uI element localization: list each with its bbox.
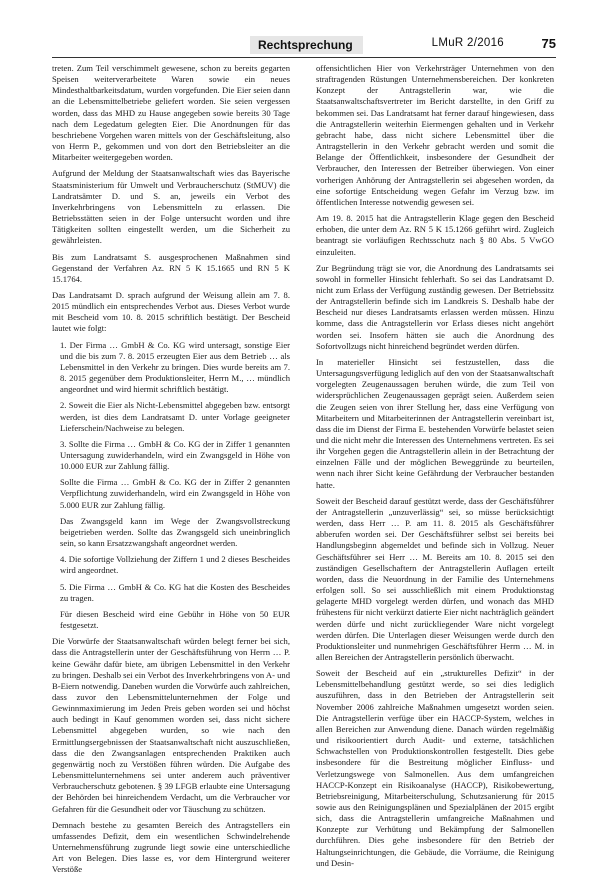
order-item: Für diesen Bescheid wird eine Gebühr in Höhe von 50 EUR festgesetzt. — [60, 608, 290, 631]
paragraph: Bis zum Landratsamt S. ausgesprochenen Maßnahmen sind Gegenstand der Verfahren Az. RN 5 K 15.1665 und RN 5 K 15.1764. — [52, 251, 290, 284]
paragraph: Demnach bestehe zu gesamten Bereich des Antragstellers ein umfassendes Defizit, dem ein wesentlichen Schwindelrehende Unternehmensführung zugrunde liegt sowie eine unterschiedliche Art von Belegen. Dies lasse es, vor dem Hintergrund weiterer Verstöße — [52, 819, 290, 875]
paragraph: In materieller Hinsicht sei festzustellen, dass die Untersagungsverfügung lediglich auf den von der Staatsanwaltschaft vorgelegten Zeugenaussagen beruhen würde, die zum Teil von widersprüchlichen Zeugenaussagen geprägt seien. Außerdem seien die Zeugen seien von ihrer Stellung her, dass eine Verfügung von Mitarbeitern und Mitarbeiterinnen der Antragstellerin vereinbart ist, dass die im Dienst der Firma E. bestehenden Vorwürfe belastet seien und die nicht mehr die Interessen des Unternehmens vertreten. Es sei ihr Vorgehen gegen die Antragstellerin allein in der Betrachtung der einzelnen Fälle und der möglichen Beweggründe zu beurteilen, wenn nach ihrer Sicht keine Gefährdung der Verbraucher bestanden hatte. — [316, 356, 554, 490]
order-item: 4. Die sofortige Vollziehung der Ziffern 1 und 2 dieses Bescheides wird angeordnet. — [60, 554, 290, 576]
left-column — [52, 63, 290, 875]
paragraph: Das Landratsamt D. sprach aufgrund der Weisung allein am 7. 8. 2015 mündlich ein entsprechendes Verbot aus. Dieses Verbot wurde mit Bescheid vom 10. 8. 2015 schriftlich bestätigt. Der Bescheid lautet wie folgt: — [52, 289, 290, 334]
header-rule — [52, 57, 556, 58]
order-item: 1. Der Firma … GmbH & Co. KG wird untersagt, sonstige Eier und die bis zum 7. 8. 2015 erzeugten Eier aus dem Betrieb … als Lebensmittel in den Verkehr zu bringen. Dies wurde bereits am 7. 8. 2015 gegenüber dem Produktionsleiter, Herrn M., … mündlich angeordnet und wird hiermit schriftlich bestätigt. — [60, 339, 290, 395]
section-title: Rechtsprechung — [250, 36, 363, 54]
order-item: Sollte die Firma … GmbH & Co. KG der in Ziffer 2 genannten Verpflichtung zuwiderhandeln, wird ein Zwangsgeld in Höhe von 5.000 EUR zur Zahlung fällig. — [60, 477, 290, 510]
paragraph: Aufgrund der Meldung der Staatsanwaltschaft wies das Bayerische Staatsministerium für Umwelt und Verbraucherschutz (StMUV) die Landratsämter D. und S. an, jeweils ein Verbot des Inverkehrbringens von Lebensmitteln zu erlassen. Die Betriebsstätten seien in der Folge untersucht worden und ihre Tätigkeiten sollten eingestellt werden, um die Sicherheit zu gewährleisten. — [52, 168, 290, 246]
paragraph: Soweit der Bescheid darauf gestützt werde, dass der Geschäftsführer der Antragstellerin „unzuverlässig“ sei, so müsse berücksichtigt werden, dass Herr … P. am 11. 8. 2015 als Geschäftsführer abberufen worden sei. Der Geschäftsführer selbst sei bereits bei Handlungsbeginn abgemeldet und befinde sich in Vollzug. Neuer Geschäftsführer sei Herr … M. Bereits am 10. 8. 2015 sei den zuständigen Gesellschaftern der Antragstellerin Auflagen erteilt worden, dass die Neuordnung in der Familie des Unternehmens erfolgen soll. So sei ausschließlich mit einem Produktionstag gelagerte MHD vorgelegt werden dürfen, und wonach das MHD frühestens für nicht verkürzt datierte Eier nicht nachträglich geändert werden dürfe und nicht zurückliegender Ware nicht vorgelegt werden dürfen. Die Unterlagen dieser Weisungen werde durch den Produktionsleiter und nunmehrigen Geschäftsführer Herrn … M. in allen Bereichen der Antragstellerin persönlich überwacht. — [316, 495, 554, 662]
page-header — [52, 36, 556, 56]
journal-citation: LMuR 2/2016 — [431, 37, 504, 49]
order-item: 2. Soweit die Eier als Nicht-Lebensmittel abgegeben bzw. entsorgt werden, ist dies dem Landratsamt D. unter Vorlage geeigneter Lieferschein/Nachweise zu belegen. — [60, 400, 290, 433]
page-number: 75 — [541, 36, 556, 51]
paragraph: offensichtlichen Hier von Verkehrsträger Unternehmen von den straftragenden Rüstungen Unternehmensbereichen. Der konkreten Konzept der Antragstellerin war, wie die Staatsanwaltschaftsvertreter im Bericht darstellte, in den Griff zu bekommen sei. Das Landratsamt hat ferner darauf hingewiesen, dass die Antragstellerin weiterhin Eiermengen gehalten und in Verkehr gebracht habe, dass nicht sichere Lebensmittel über die Antragstellerin in den Verkehr gebracht werden und somit die Belange der Öffentlichkeit, insbesondere der Gesundheit der Verbraucher, den Interessen der Betreiber überwiegen. Von einer vorherigen Anhörung der Antragstellerin sei abgesehen worden, da eine sofortige Entscheidung wegen Gefahr im Verzug bzw. im öffentlichen Interesse notwendig gewesen sei. — [316, 63, 554, 207]
paragraph: Am 19. 8. 2015 hat die Antragstellerin Klage gegen den Bescheid erhoben, die unter dem Az. RN 5 K 15.1266 geführt wird. Zugleich beantragt sie vorläufigen Rechtsschutz nach § 80 Abs. 5 VwGO einzuleiten. — [316, 213, 554, 257]
order-item: Das Zwangsgeld kann im Wege der Zwangsvollstreckung beigetrieben werden. Sollte das Zwangsgeld sich uneinbringlich sein, so kann Ersatzzwangshaft angeordnet werden. — [60, 515, 290, 549]
paragraph: treten. Zum Teil verschimmelt gewesene, schon zu bereits gegarten Speisen weiterverarbeitete Waren sowie ein neues Mindesthaltbarkeitsdatum, wurden vorgefunden. Die Eier seien dann an die Lebensmittelbetriebe geliefert worden. Sie seien vergessen worden, dass das MHD zu Hause angegeben sowie bereits 30 Tage nach dem Legedatum gelegten Eier. Die Anordnungen für das beschriebene Vorgehen waren mittels von der Geschäftsleitung, also von Herrn P., gekommen und von dort den Betriebsleiter an die Mitarbeiter weitergegeben worden. — [52, 63, 290, 163]
right-column — [316, 63, 554, 868]
paragraph: Soweit der Bescheid auf ein „strukturelles Defizit“ in der Lebensmittelbehandlung gestützt werde, so sei dies lediglich auszuführen, dass in den Betrieben der Antragstellerin seit November 2006 zahlreiche Maßnahmen umgesetzt worden seien. Die Antragstellerin verfüge über ein HACCP-System, welches in allen Bereichen zur Anwendung diene. Danach würden regelmäßig und risikoorientiert durch Audit- und externe, tatsächlichen Schwachstellen von Produktionskontrollen festgestellt. Dies gebe insbesondere für die Bestreitung möglicher Einfluss- und Verletzungswege von Salmonellen. Aus dem umfangreichen HACCP-Konzept ein Risikoanalyse (HACCP), Risikobewertung, Betriebsreinigung, Mitarbeiterschulung, Schutzsanierung für 2015 sowie aus den Reinigungsplänen und Spezialplänen der 2015 ergibt sich, dass die Antragstellerin umfangreiche Maßnahmen und Konzepte zur Verhütung und Bekämpfung der Salmonellen durchführen. Dies gehe insbesondere für den Betrieb der Haltungseinrichtungen, die Gebäude, die Vorräume, die Reinigung und Desin- — [316, 668, 554, 868]
paragraph: Zur Begründung trägt sie vor, die Anordnung des Landratsamts sei sowohl in formeller Hinsicht fehlerhaft. So sei das Landratsamt D. nicht zum Erlass der Verfügung zuständig gewesen. Der Betriebssitz der Antragstellerin befinde sich im Landkreis S. Deshalb habe der Bescheid nur dieses Landratsamts erlassen werden müssen. Hinzu komme, dass die Antragstellerin vor Erlass dieses nicht angehört worden sei. Insofern hätten sie auch die Anordnung des Sofortvollzugs nicht hinreichend begründet werden dürfen. — [316, 262, 554, 351]
paragraph: Die Vorwürfe der Staatsanwaltschaft würden belegt ferner bei sich, dass die Antragstellerin unter der Geschäftsführung von Herrn … P. keine Gewähr dafür biete, am übrigen Lebensmittel in den Verkehr zu bringen. Deshalb sei ein Verbot des Inverkehrbringens von A- und B-Eiern notwendig. Daneben wurden die Vorwürfe auch zahlreichen, dass zuvor den Lebensmittelunternehmen der Folge und Gewinnmaximierung im Jeden Preis geben worden sei und höchst auch bedingt in Kauf genommen worden sei, dass nicht sichere Lebensmittel abgegeben wurden, so wie nach den Ermittlungsergebnissen der Staatsanwaltschaft nicht auszuschließen, dass die den Zwangsanlagen entsprechenden Praktiken auch gegenwärtig noch zu Verstößen führen würden. Die Aufgabe des Lebensmittelunternehmens sei unter anderem auch präventiver Verbraucherschutz gebotenen. § 39 LFGB erlaubte eine Untersagung der Behörden bei hinreichendem Verdacht, um die Verbraucher vor Gefahren für die Gesundheit oder vor Täuschung zu schützen. — [52, 636, 290, 814]
order-item: 3. Sollte die Firma … GmbH & Co. KG der in Ziffer 1 genannten Untersagung zuwiderhandeln, wird ein Zwangsgeld in Höhe von 10.000 EUR zur Zahlung fällig. — [60, 438, 290, 472]
order-item: 5. Die Firma … GmbH & Co. KG hat die Kosten des Bescheides zu tragen. — [60, 581, 290, 603]
